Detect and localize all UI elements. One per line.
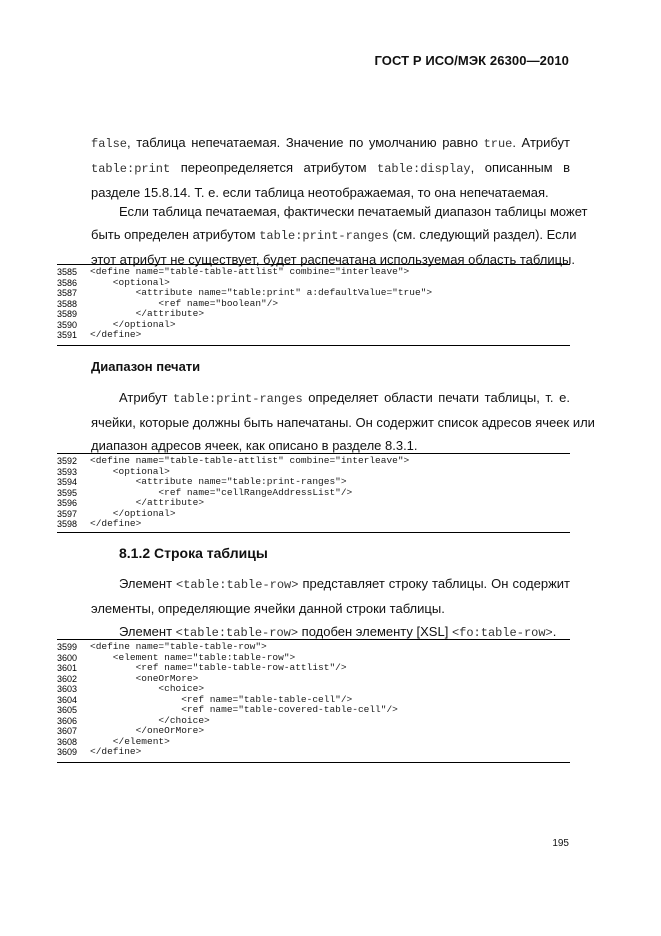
line-number: 3587 (57, 288, 78, 298)
text-segment: Элемент (119, 624, 176, 639)
line-number: 3591 (57, 330, 78, 340)
code-text: </oneOrMore> (90, 725, 205, 736)
text-segment: . (552, 624, 557, 639)
code-text: <attribute name="table:print" a:defaultValue="true"> (90, 287, 433, 298)
text-segment: представляет строку таблицы. Он содержит (298, 576, 570, 591)
document-header: ГОСТ Р ИСО/МЭК 26300—2010 (374, 53, 569, 68)
code-block-table-row (57, 639, 570, 763)
paragraph-print-range (91, 200, 588, 271)
paragraph-table-row (91, 572, 570, 645)
code-text: </choice> (90, 714, 210, 726)
line-number: 3599 (57, 642, 78, 652)
inline-code: table:print-ranges (259, 229, 389, 243)
text-segment: подобен элементу [XSL] (298, 624, 452, 639)
line-number: 3597 (57, 508, 78, 519)
line-number: 3605 (57, 705, 78, 715)
code-text: <choice> (90, 683, 205, 694)
section-title-print-range: Диапазон печати (91, 359, 201, 374)
line-number: 3585 (57, 267, 78, 277)
code-text: </define> (90, 518, 142, 529)
line-number: 3596 (57, 498, 78, 508)
code-line (57, 330, 570, 341)
code-text: <define name="table-table-attlist" combine="interleave"> (90, 266, 410, 277)
code-line (57, 684, 570, 695)
text-line (91, 386, 570, 411)
inline-code: <fo:table-row> (451, 626, 553, 640)
code-line (57, 288, 570, 299)
line-number: 3595 (57, 487, 78, 498)
line-number: 3589 (57, 309, 78, 319)
code-line (57, 477, 570, 488)
text-segment: Элемент (119, 576, 177, 591)
code-text: </optional> (90, 507, 176, 519)
line-number: 3592 (57, 456, 78, 466)
code-text: </attribute> (90, 308, 205, 319)
line-number: 3609 (57, 747, 78, 757)
text-line (91, 572, 570, 597)
text-line: диапазон адресов ячеек, как описано в разделе 8.3.1. (91, 438, 418, 453)
inline-code: <table:table-row> (175, 626, 299, 640)
text-line: разделе 15.8.14. Т. е. если таблица неотображаемая, то она непечатаемая. (91, 185, 549, 200)
code-text: <ref name="boolean"/> (90, 297, 279, 309)
code-text: <element name="table:table-row"> (90, 651, 296, 663)
line-number: 3593 (57, 466, 78, 477)
line-number: 3607 (57, 726, 78, 736)
text-line: ячейки, которые должны быть напечатаны. Он содержит список адресов ячеек или (91, 415, 595, 430)
code-text: <ref name="cellRangeAddressList"/> (90, 486, 353, 498)
line-number: 3602 (57, 673, 78, 684)
line-number: 3604 (57, 694, 78, 705)
code-text: <ref name="table-table-row-attlist"/> (90, 662, 347, 673)
inline-code: <table:table-row> (176, 578, 299, 592)
text-segment: Атрибут (119, 390, 174, 405)
line-number: 3603 (57, 684, 78, 694)
text-segment: (см. следующий раздел). Если (388, 227, 577, 242)
code-line (57, 663, 570, 674)
line-number: 3598 (57, 519, 78, 529)
code-text: </optional> (90, 318, 176, 330)
code-text: </define> (90, 329, 142, 340)
code-text: <ref name="table-covered-table-cell"/> (90, 704, 398, 715)
line-number: 3586 (57, 277, 78, 288)
line-number: 3608 (57, 736, 78, 747)
line-number: 3601 (57, 663, 78, 673)
paragraph-print-ranges-attribute (91, 386, 595, 457)
code-block-print-ranges (57, 453, 570, 533)
code-line (57, 705, 570, 716)
code-line (57, 309, 570, 320)
code-text: <attribute name="table:print-ranges"> (90, 476, 347, 487)
inline-code: table:print (91, 162, 171, 176)
text-segment: переопределяется атрибутом (170, 160, 377, 175)
line-number: 3588 (57, 298, 78, 309)
inline-code: false (91, 137, 128, 151)
code-text: <oneOrMore> (90, 672, 199, 684)
inline-code: table:print-ranges (173, 392, 303, 406)
code-text: <optional> (90, 465, 170, 477)
line-number: 3606 (57, 715, 78, 726)
text-line (91, 223, 577, 248)
line-number: 3590 (57, 319, 78, 330)
section-title-table-row: 8.1.2 Строка таблицы (119, 545, 268, 561)
code-text: </define> (90, 746, 142, 757)
inline-code: true (483, 137, 513, 151)
inline-code: table:display (377, 162, 471, 176)
code-text: <optional> (90, 276, 170, 288)
paragraph-print-attribute (91, 131, 570, 204)
text-line: элементы, определяющие ячейки данной строки таблицы. (91, 601, 445, 616)
text-line (91, 156, 570, 181)
page-number: 195 (552, 838, 569, 849)
text-segment: , описанным в (470, 160, 570, 175)
text-line (91, 131, 570, 156)
code-line (57, 519, 570, 530)
code-text: <define name="table-table-attlist" combine="interleave"> (90, 455, 410, 466)
text-segment: быть определен атрибутом (91, 227, 260, 242)
code-line (57, 498, 570, 509)
code-text: </attribute> (90, 497, 205, 508)
text-segment: . Атрибут (512, 135, 571, 150)
code-text: <define name="table-table-row"> (90, 641, 267, 652)
code-line (57, 456, 570, 467)
text-line: Если таблица печатаемая, фактически печатаемый диапазон таблицы может (119, 204, 588, 219)
text-segment: , таблица непечатаемая. Значение по умолчанию равно (127, 135, 484, 150)
line-number: 3594 (57, 477, 78, 487)
line-number: 3600 (57, 652, 78, 663)
code-text: <ref name="table-table-cell"/> (90, 693, 353, 705)
text-line: этот атрибут не существует, будет распечатана используемая область таблицы. (91, 252, 576, 267)
text-segment: определяет области печати таблицы, т. е. (302, 390, 570, 405)
code-line (57, 747, 570, 758)
code-line (57, 642, 570, 653)
code-line (57, 267, 570, 278)
code-text: </element> (90, 735, 170, 747)
code-line (57, 726, 570, 737)
code-block-print-attlist (57, 264, 570, 346)
